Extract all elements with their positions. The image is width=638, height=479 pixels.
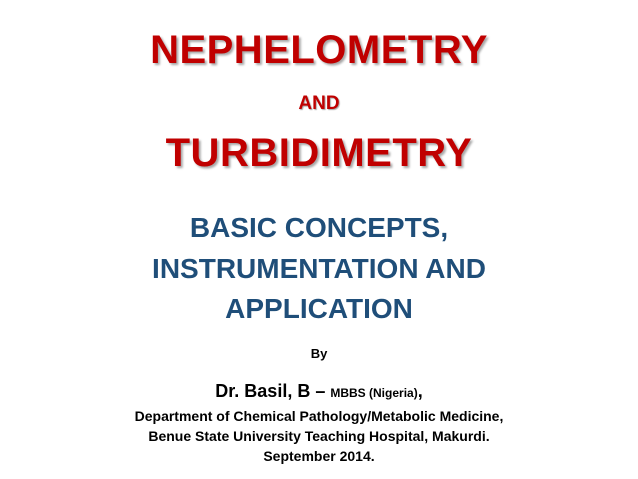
author-country: (Nigeria) (365, 386, 418, 400)
affiliation-line-1: Department of Chemical Pathology/Metabolic Medicine, (134, 408, 504, 424)
author-name: Dr. Basil, B – (215, 381, 331, 401)
subtitle-line-1: BASIC CONCEPTS, (189, 212, 449, 243)
by-label: By (310, 346, 328, 361)
main-title-nephelometry: NEPHELOMETRY (150, 28, 488, 72)
subtitle-line-3: APPLICATION (225, 293, 413, 324)
author-line (0, 381, 638, 402)
author-degree: MBBS (330, 386, 366, 400)
affiliation-line-2: Benue State University Teaching Hospital, Makurdi. (148, 428, 490, 444)
title-connector-and: AND (298, 93, 340, 114)
main-title-turbidimetry: TURBIDIMETRY (165, 131, 473, 175)
affiliation-line-3: September 2014. (263, 448, 375, 464)
author-trailing-comma: , (417, 381, 423, 401)
subtitle-line-2: INSTRUMENTATION AND (152, 253, 486, 284)
